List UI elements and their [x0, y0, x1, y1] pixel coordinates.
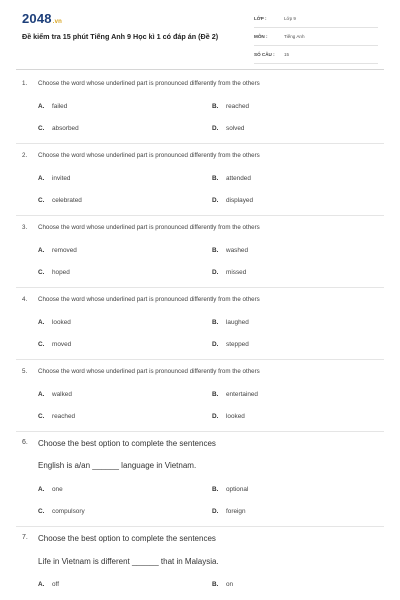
option-d[interactable]: [212, 269, 246, 276]
option-letter: C.: [38, 197, 45, 204]
option-text: hoped: [52, 269, 70, 276]
question-sentence: Life in Vietnam is different ______ that in Malaysia.: [38, 557, 219, 566]
option-letter: D.: [212, 413, 219, 420]
option-a[interactable]: [38, 103, 67, 110]
question-text: Choose the word whose underlined part is pronounced differently from the others: [38, 296, 260, 303]
option-b[interactable]: [212, 581, 233, 588]
option-letter: D.: [212, 269, 219, 276]
meta-row-class: [254, 14, 378, 28]
option-letter: C.: [38, 413, 45, 420]
option-c[interactable]: [38, 413, 75, 420]
question-text: Choose the word whose underlined part is pronounced differently from the others: [38, 80, 260, 87]
question-number: 5.: [22, 368, 28, 375]
option-text: optional: [226, 486, 249, 493]
meta-label: MÔN :: [254, 34, 268, 39]
meta-value: Lớp 9: [284, 16, 296, 21]
question-text: Choose the word whose underlined part is pronounced differently from the others: [38, 224, 260, 231]
option-text: absorbed: [52, 125, 79, 132]
option-text: compulsory: [52, 508, 85, 515]
option-letter: B.: [212, 486, 219, 493]
option-c[interactable]: [38, 341, 71, 348]
option-letter: A.: [38, 391, 45, 398]
option-b[interactable]: [212, 103, 249, 110]
option-letter: D.: [212, 508, 219, 515]
logo-suffix: .vn: [52, 19, 63, 25]
option-text: solved: [226, 125, 245, 132]
option-letter: B.: [212, 581, 219, 588]
option-text: laughed: [226, 319, 249, 326]
option-d[interactable]: [212, 413, 245, 420]
option-text: on: [226, 581, 234, 588]
meta-label: SỐ CÂU :: [254, 52, 275, 57]
question-number: 3.: [22, 224, 28, 231]
question-sentence: English is a/an ______ language in Vietnam.: [38, 461, 197, 470]
option-text: reached: [226, 103, 250, 110]
option-text: foreign: [226, 508, 246, 515]
option-d[interactable]: [212, 125, 244, 132]
question-number: 7.: [22, 534, 28, 541]
site-logo[interactable]: [22, 11, 62, 26]
option-b[interactable]: [212, 175, 251, 182]
option-letter: D.: [212, 125, 219, 132]
meta-value: 15: [284, 52, 290, 57]
option-text: invited: [52, 175, 71, 182]
meta-info: [254, 14, 378, 68]
question-divider: [16, 215, 384, 216]
option-letter: C.: [38, 125, 45, 132]
question-divider: [16, 431, 384, 432]
meta-value: Tiếng Anh: [284, 34, 305, 39]
option-a[interactable]: [38, 391, 72, 398]
option-d[interactable]: [212, 197, 253, 204]
option-letter: B.: [212, 391, 219, 398]
question-text: Choose the best option to complete the sentences: [38, 534, 216, 543]
option-letter: C.: [38, 269, 45, 276]
option-c[interactable]: [38, 508, 85, 515]
question-text: Choose the word whose underlined part is pronounced differently from the others: [38, 368, 260, 375]
option-b[interactable]: [212, 486, 248, 493]
option-text: walked: [52, 391, 72, 398]
option-text: looked: [226, 413, 245, 420]
option-c[interactable]: [38, 269, 70, 276]
option-c[interactable]: [38, 125, 79, 132]
option-letter: C.: [38, 508, 45, 515]
option-text: washed: [226, 247, 249, 254]
question-divider: [16, 359, 384, 360]
option-letter: A.: [38, 103, 45, 110]
meta-row-count: [254, 50, 378, 64]
question-divider: [16, 526, 384, 527]
option-text: entertained: [226, 391, 258, 398]
header-divider: [16, 69, 384, 70]
option-b[interactable]: [212, 391, 258, 398]
option-text: celebrated: [52, 197, 82, 204]
option-letter: B.: [212, 103, 219, 110]
question-number: 2.: [22, 152, 28, 159]
option-letter: C.: [38, 341, 45, 348]
option-text: attended: [226, 175, 251, 182]
option-a[interactable]: [38, 319, 71, 326]
logo-text: 2048: [22, 11, 52, 26]
option-letter: A.: [38, 581, 45, 588]
page-header: [0, 0, 400, 64]
option-a[interactable]: [38, 581, 59, 588]
question-divider: [16, 143, 384, 144]
option-b[interactable]: [212, 319, 249, 326]
option-letter: B.: [212, 247, 219, 254]
option-text: off: [52, 581, 59, 588]
option-letter: A.: [38, 486, 45, 493]
question-text: Choose the word whose underlined part is pronounced differently from the others: [38, 152, 260, 159]
option-letter: D.: [212, 341, 219, 348]
option-letter: D.: [212, 197, 219, 204]
option-text: missed: [226, 269, 247, 276]
option-text: stepped: [226, 341, 249, 348]
option-c[interactable]: [38, 197, 82, 204]
option-a[interactable]: [38, 175, 70, 182]
option-text: moved: [52, 341, 72, 348]
option-text: removed: [52, 247, 77, 254]
option-a[interactable]: [38, 486, 63, 493]
option-letter: B.: [212, 175, 219, 182]
question-divider: [16, 287, 384, 288]
option-text: reached: [52, 413, 76, 420]
option-d[interactable]: [212, 508, 246, 515]
option-text: looked: [52, 319, 71, 326]
option-a[interactable]: [38, 247, 77, 254]
option-letter: A.: [38, 247, 45, 254]
question-text: Choose the best option to complete the sentences: [38, 439, 216, 448]
question-number: 1.: [22, 80, 28, 87]
document-title: Đề kiểm tra 15 phút Tiếng Anh 9 Học kì 1 có đáp án (Đề 2): [22, 32, 219, 41]
question-number: 6.: [22, 439, 28, 446]
question-number: 4.: [22, 296, 28, 303]
option-text: displayed: [226, 197, 254, 204]
option-letter: B.: [212, 319, 219, 326]
meta-label: LỚP :: [254, 16, 267, 21]
option-text: failed: [52, 103, 68, 110]
meta-row-subject: [254, 32, 378, 46]
option-b[interactable]: [212, 247, 248, 254]
option-text: one: [52, 486, 63, 493]
option-d[interactable]: [212, 341, 249, 348]
option-letter: A.: [38, 175, 45, 182]
option-letter: A.: [38, 319, 45, 326]
